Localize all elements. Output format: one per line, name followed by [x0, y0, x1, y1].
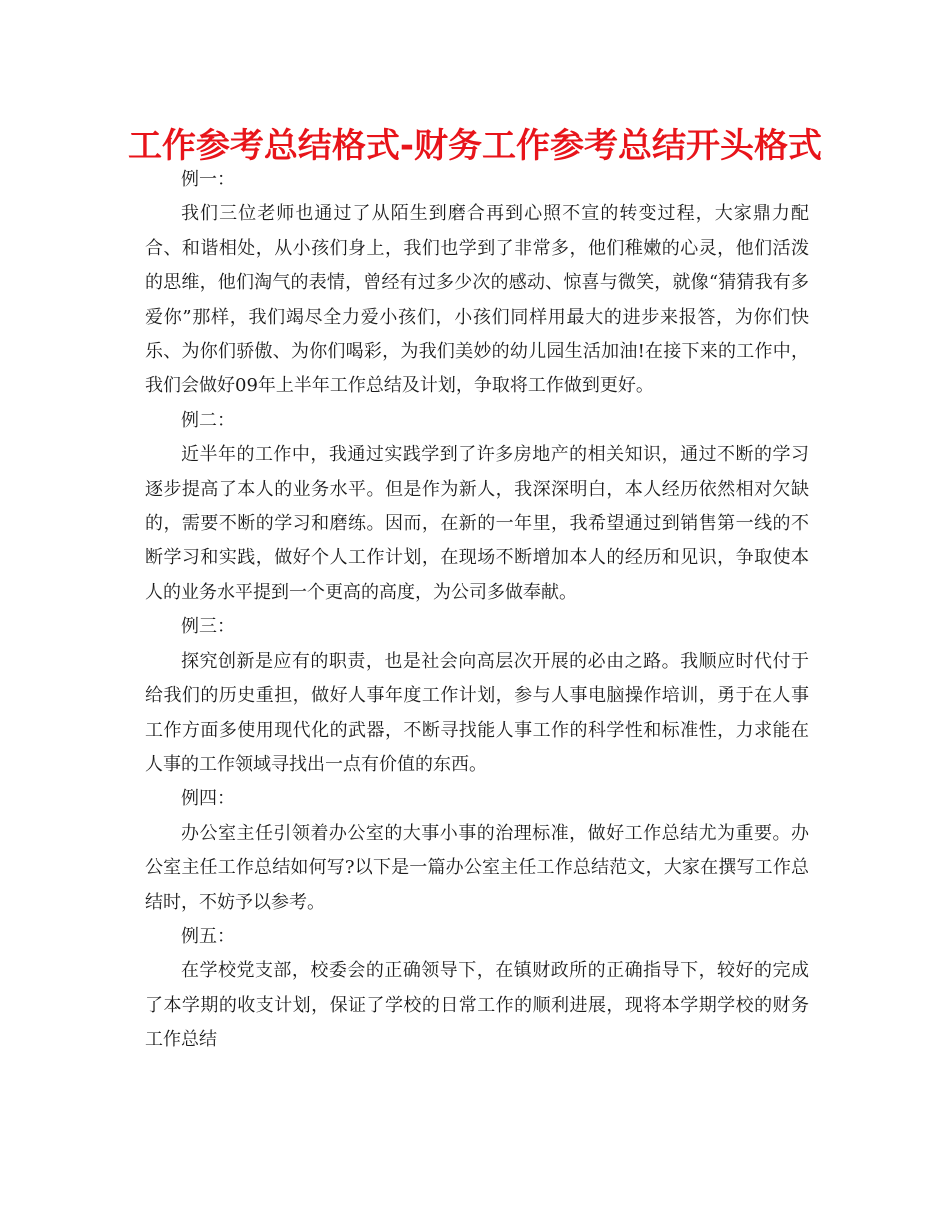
section-text-4: 办公室主任引领着办公室的大事小事的治理标准，做好工作总结尤为重要。办公室主任工作总结如何写?以下是一篇办公室主任工作总结范文，大家在撰写工作总结时，不妨予以参考。 [145, 822, 809, 913]
section-label-4: 例四： [181, 788, 235, 810]
section-label-5: 例五： [181, 925, 235, 947]
section-label-3: 例三： [181, 616, 235, 638]
document-body [145, 163, 809, 1058]
document-title: 工作参考总结格式-财务工作参考总结开头格式 [127, 126, 823, 166]
section-text-1: 我们三位老师也通过了从陌生到磨合再到心照不宣的转变过程，大家鼎力配合、和谐相处，从小孩们身上，我们也学到了非常多，他们稚嫩的心灵，他们活泼的思维，他们淘气的表情，曾经有过多少次的感动、惊喜与微笑，就像“猜猜我有多爱你”那样，我们竭尽全力爱小孩们，小孩们同样用最大的进步来报答，为你们快乐、为你们骄傲、为你们喝彩，为我们美妙的幼儿园生活加油!在接下来的工作中，我们会做好09年上半年工作总结及计划，争取将工作做到更好。 [145, 203, 809, 397]
section-label-1: 例一： [181, 169, 235, 190]
section-label-2: 例二： [181, 409, 235, 431]
section-text-3: 探究创新是应有的职责，也是社会向高层次开展的必由之路。我顺应时代付于给我们的历史重担，做好人事年度工作计划，参与人事电脑操作培训，勇于在人事工作方面多使用现代化的武器，不断寻找能人事工作的科学性和标准性，力求能在人事的工作领域寻找出一点有价值的东西。 [145, 650, 809, 775]
section-text-5: 在学校党支部，校委会的正确领导下，在镇财政所的正确指导下，较好的完成了本学期的收支计划，保证了学校的日常工作的顺利进展，现将本学期学校的财务工作总结 [145, 960, 809, 1051]
section-text-2: 近半年的工作中，我通过实践学到了许多房地产的相关知识，通过不断的学习逐步提高了本人的业务水平。但是作为新人，我深深明白，本人经历依然相对欠缺的，需要不断的学习和磨练。因而，在新的一年里，我希望通过到销售第一线的不断学习和实践，做好个人工作计划，在现场不断增加本人的经历和见识，争取使本人的业务水平提到一个更高的高度，为公司多做奉献。 [145, 444, 809, 603]
